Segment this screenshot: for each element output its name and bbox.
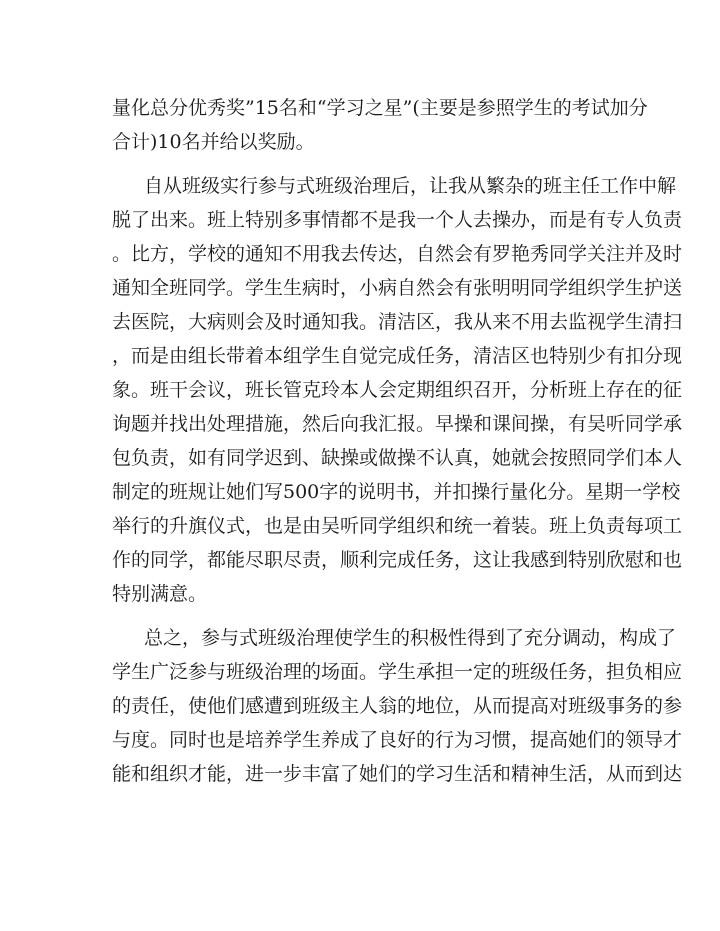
text-line: 的责任，使他们感遭到班级主人翁的地位，从而提高对班级事务的参 xyxy=(112,695,683,717)
text-line: 脱了出来。班上特别多事情都不是我一个人去操办，而是有专人负责 xyxy=(112,209,683,231)
text-line: 象。班干会议，班长管克玲本人会定期组织召开，分析班上存在的征 xyxy=(112,379,683,401)
paragraph-first-line: 总之，参与式班级治理使学生的积极性得到了充分调动，构成了 xyxy=(144,627,677,649)
text-line: 包负责，如有同学迟到、缺操或做操不认真，她就会按照同学们本人 xyxy=(112,447,683,469)
text-line: ，而是由组长带着本组学生自觉完成任务，清洁区也特别少有扣分现 xyxy=(112,345,683,367)
text-line: 去医院，大病则会及时通知我。清洁区，我从来不用去监视学生清扫 xyxy=(112,311,683,333)
text-line: 与度。同时也是培养学生养成了良好的行为习惯，提高她们的领导才 xyxy=(112,729,683,751)
text-line: 合计)10名并给以奖励。 xyxy=(112,131,315,153)
text-line: 通知全班同学。学生生病时，小病自然会有张明明同学组织学生护送 xyxy=(112,277,683,299)
text-line: 询题并找出处理措施，然后向我汇报。早操和课间操，有吴听同学承 xyxy=(112,413,683,435)
text-line: 举行的升旗仪式，也是由吴听同学组织和统一着装。班上负责每项工 xyxy=(112,515,683,537)
text-line: 量化总分优秀奖”15名和“学习之星”(主要是参照学生的考试加分 xyxy=(112,97,648,119)
paragraph-first-line: 自从班级实行参与式班级治理后，让我从繁杂的班主任工作中解 xyxy=(144,175,677,197)
text-line: 作的同学，都能尽职尽责，顺利完成任务，这让我感到特别欣慰和也 xyxy=(112,549,683,571)
text-line: 能和组织才能，进一步丰富了她们的学习生活和精神生活，从而到达 xyxy=(112,763,683,785)
text-line: 学生广泛参与班级治理的场面。学生承担一定的班级任务，担负相应 xyxy=(112,661,683,683)
text-line: 。比方，学校的通知不用我去传达，自然会有罗艳秀同学关注并及时 xyxy=(112,243,683,265)
text-line: 制定的班规让她们写500字的说明书，并扣操行量化分。星期一学校 xyxy=(112,481,681,503)
text-line: 特别满意。 xyxy=(112,583,208,605)
